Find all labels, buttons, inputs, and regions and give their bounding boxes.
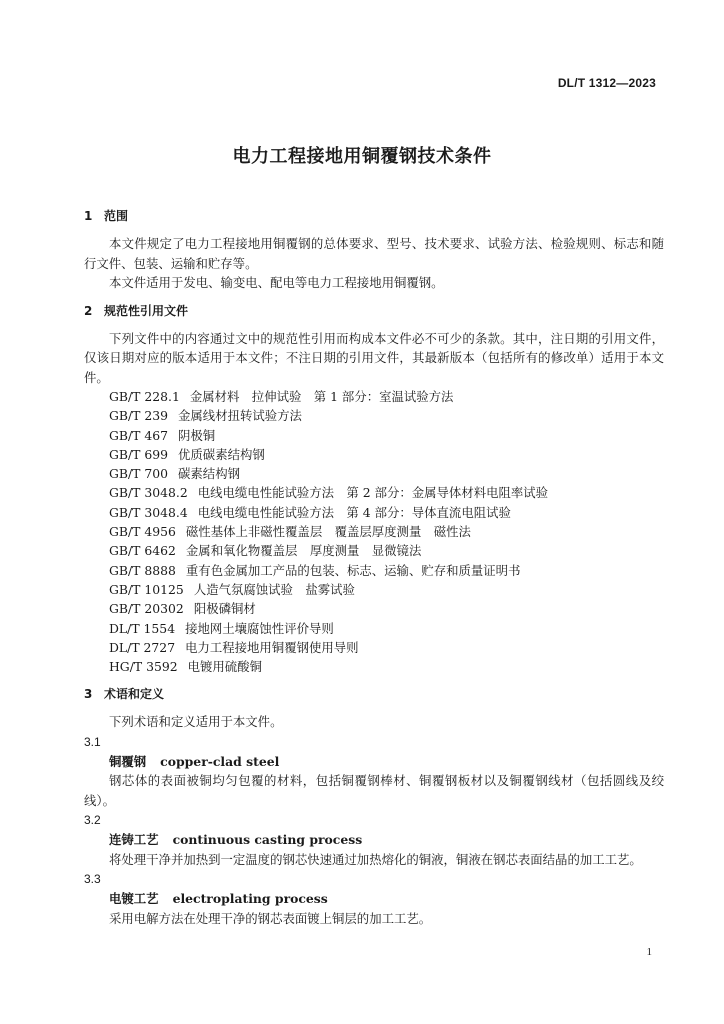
term-name-zh: 连铸工艺 (109, 832, 159, 848)
reference-code: DL/T 2727 (109, 639, 176, 655)
standard-code: DL/T 1312—2023 (557, 76, 656, 90)
reference-title: 电线电缆电性能试验方法 第 4 部分：导体直流电阻试验 (197, 504, 511, 520)
paragraph: 本文件适用于发电、输变电、配电等电力工程接地用铜覆钢。 (109, 275, 444, 290)
reference-code: GB/T 10125 (109, 581, 184, 597)
term-name (84, 830, 664, 850)
reference-title: 电镀用硫酸铜 (187, 659, 262, 675)
reference-title: 优质碳素结构钢 (178, 446, 265, 462)
term-number: 3.1 (84, 734, 101, 749)
term-number: 3.2 (84, 813, 101, 828)
reference-title: 金属材料 拉伸试验 第 1 部分：室温试验方法 (189, 389, 454, 404)
section-heading-normative-refs (84, 301, 664, 321)
section-title: 范围 (104, 209, 129, 223)
reference-list (84, 387, 664, 676)
reference-title: 金属线材扭转试验方法 (178, 408, 302, 424)
term-number: 3.3 (84, 872, 101, 887)
reference-item (84, 657, 664, 676)
reference-item (84, 406, 664, 425)
reference-item (84, 426, 664, 445)
reference-title: 电力工程接地用铜覆钢使用导则 (185, 639, 359, 655)
term-name-en: copper-clad steel (160, 753, 280, 769)
reference-item (84, 464, 664, 483)
reference-item (84, 387, 664, 406)
reference-code: GB/T 239 (109, 408, 169, 424)
term-name-en: electroplating process (172, 891, 328, 907)
reference-item (84, 503, 664, 522)
document-title: 电力工程接地用铜覆钢技术条件 (232, 146, 492, 167)
reference-item (84, 561, 664, 580)
term-definition: 将处理干净并加热到一定温度的钢芯快速通过加热熔化的铜液，铜液在钢芯表面结晶的加工工艺。 (109, 851, 642, 867)
reference-title: 阴极铜 (178, 427, 216, 443)
reference-code: GB/T 699 (109, 446, 169, 462)
term-name-zh: 电镀工艺 (109, 891, 159, 907)
term-definition: 钢芯体的表面被铜均匀包覆的材料，包括铜覆钢棒材、铜覆钢板材以及铜覆钢线材（包括圆线及绞线）。 (84, 773, 664, 808)
section-number: 1 (84, 209, 93, 223)
reference-code: GB/T 20302 (109, 601, 184, 617)
reference-code: GB/T 4956 (109, 524, 176, 540)
reference-item (84, 580, 664, 599)
document-body (84, 206, 664, 928)
section-number: 3 (84, 687, 93, 702)
term-name-en: continuous casting process (172, 832, 363, 848)
reference-title: 磁性基体上非磁性覆盖层 覆盖层厚度测量 磁性法 (185, 524, 471, 540)
reference-item (84, 483, 664, 502)
reference-item (84, 599, 664, 618)
paragraph: 下列术语和定义适用于本文件。 (109, 714, 283, 730)
term-name-zh: 铜覆钢 (109, 753, 147, 769)
section-heading-terms (84, 684, 664, 704)
term-name (84, 889, 664, 909)
reference-code: GB/T 467 (109, 427, 169, 443)
reference-code: HG/T 3592 (109, 659, 178, 675)
reference-item (84, 445, 664, 464)
reference-code: GB/T 3048.4 (109, 504, 188, 520)
reference-code: GB/T 228.1 (109, 389, 180, 404)
reference-item (84, 638, 664, 657)
reference-title: 接地网土壤腐蚀性评价导则 (185, 620, 334, 636)
term-name (84, 752, 664, 772)
reference-code: GB/T 8888 (109, 562, 176, 578)
reference-title: 电线电缆电性能试验方法 第 2 部分：金属导体材料电阻率试验 (197, 485, 549, 501)
section-title: 规范性引用文件 (104, 303, 189, 318)
reference-item (84, 522, 664, 541)
reference-code: GB/T 6462 (109, 543, 176, 559)
term-definition: 采用电解方法在处理干净的钢芯表面镀上铜层的加工工艺。 (109, 910, 432, 926)
reference-item (84, 541, 664, 560)
paragraph: 下列文件中的内容通过文中的规范性引用而构成本文件必不可少的条款。其中，注日期的引用文件，仅该日期对应的版本适用于本文件；不注日期的引用文件，其最新版本（包括所有的修改单）适用于本文件。 (84, 330, 664, 385)
reference-title: 金属和氧化物覆盖层 厚度测量 显微镜法 (185, 543, 422, 559)
section-title: 术语和定义 (104, 687, 165, 702)
paragraph: 本文件规定了电力工程接地用铜覆钢的总体要求、型号、技术要求、试验方法、检验规则、标志和随行文件、包装、运输和贮存等。 (84, 236, 664, 271)
reference-title: 碳素结构钢 (178, 466, 240, 482)
page-number: 1 (646, 946, 652, 958)
reference-item (84, 619, 664, 638)
reference-title: 人造气氛腐蚀试验 盐雾试验 (193, 581, 355, 597)
reference-code: GB/T 3048.2 (109, 485, 188, 501)
section-number: 2 (84, 303, 93, 318)
reference-code: GB/T 700 (109, 466, 169, 482)
reference-title: 阳极磷铜材 (193, 601, 256, 617)
section-heading-scope (84, 206, 664, 226)
reference-title: 重有色金属加工产品的包装、标志、运输、贮存和质量证明书 (185, 562, 521, 578)
reference-code: DL/T 1554 (109, 620, 176, 636)
